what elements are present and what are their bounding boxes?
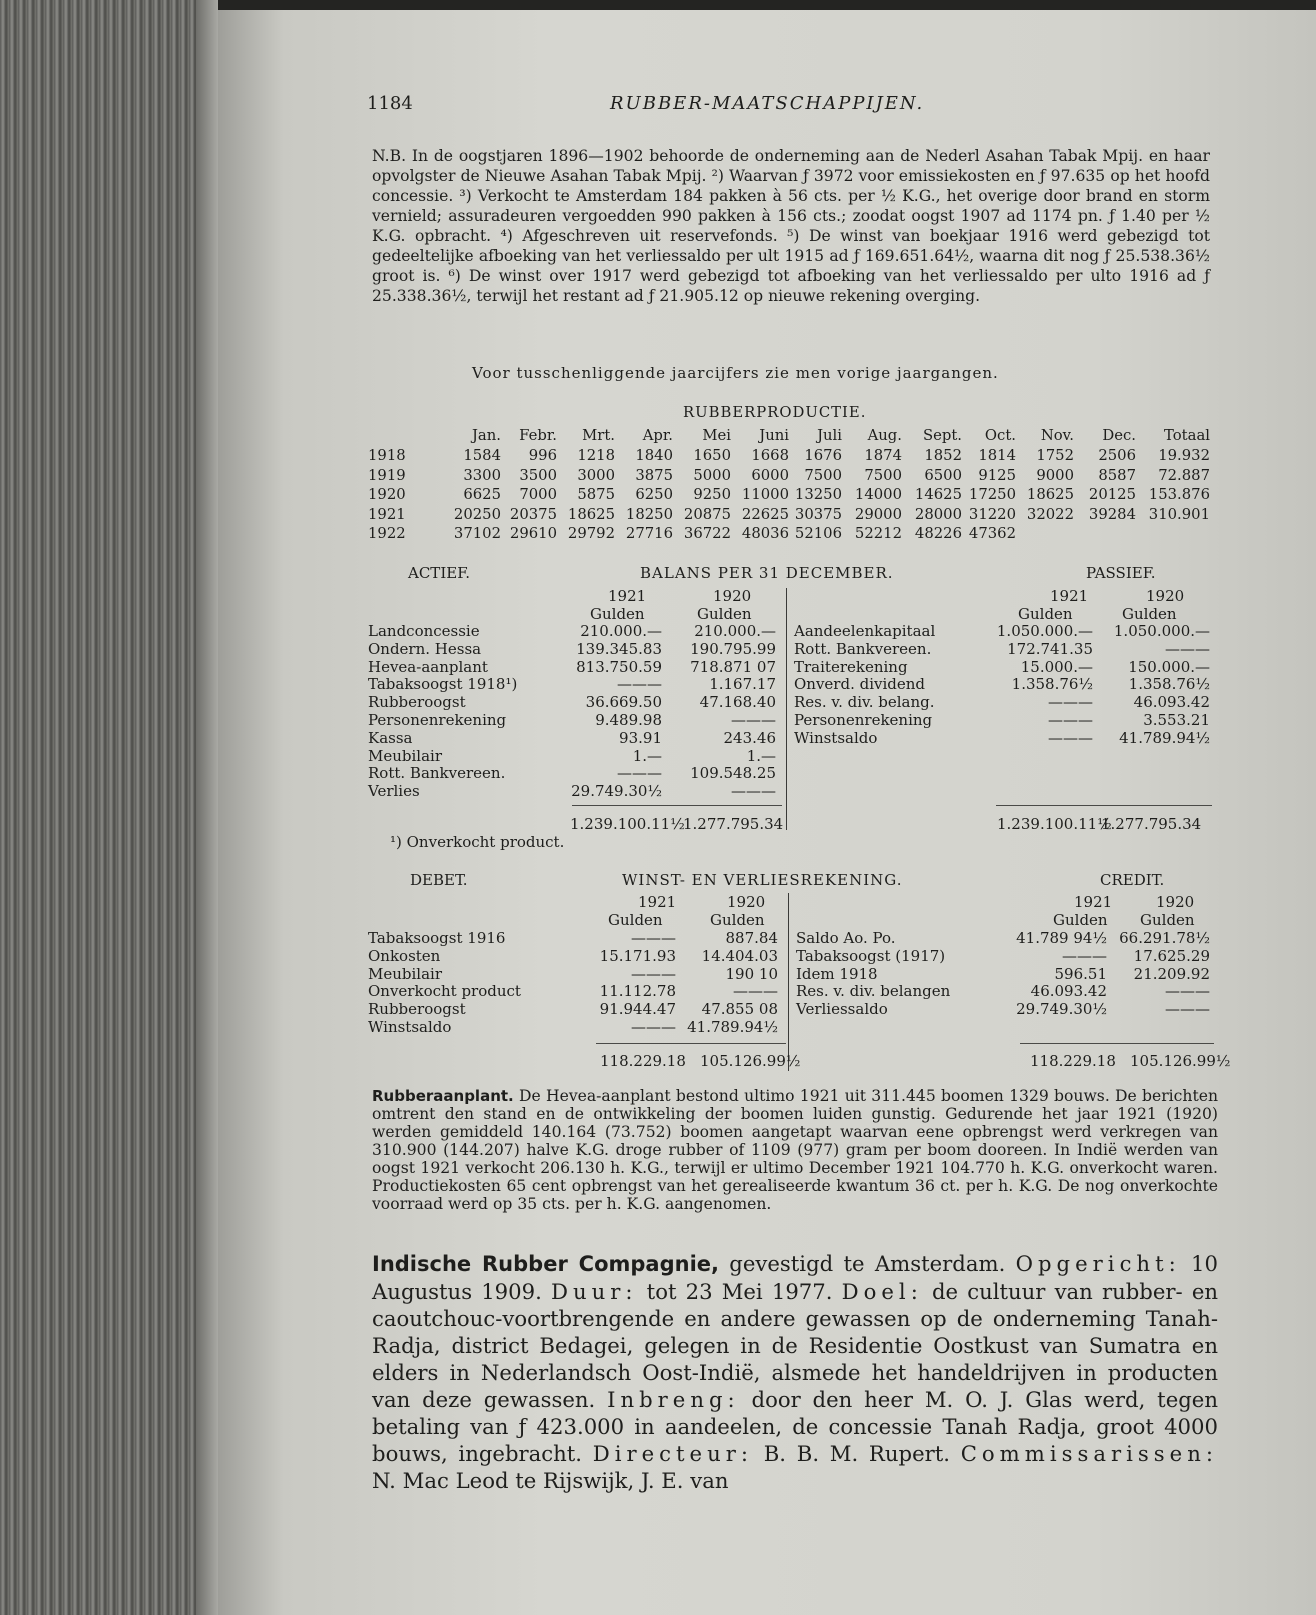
balance-total-right-a: 1.239.100.11½ bbox=[997, 815, 1112, 833]
balance-asset-value-1921: 210.000.— bbox=[580, 622, 662, 640]
production-cell: 7500 bbox=[864, 466, 902, 484]
production-cell: 3000 bbox=[577, 466, 615, 484]
production-cell: 29792 bbox=[567, 525, 615, 542]
pnl-credit-value-1920: 17.625.29 bbox=[1133, 946, 1210, 965]
production-header-cell: Juli bbox=[817, 427, 842, 444]
balance-right-unit-b: Gulden bbox=[1122, 605, 1177, 623]
duur-value: tot 23 Mei 1977. bbox=[637, 1279, 842, 1304]
production-cell: 1852 bbox=[924, 447, 962, 464]
production-cell: 7000 bbox=[519, 486, 557, 503]
production-cell: 37102 bbox=[453, 525, 501, 542]
pnl-credit-value-1921: 41.789 94½ bbox=[1016, 929, 1107, 947]
balance-right-unit-a: Gulden bbox=[1018, 605, 1073, 623]
production-cell: 310.901 bbox=[1148, 505, 1210, 523]
balance-asset-label: Tabaksoogst 1918¹) bbox=[368, 675, 518, 694]
balance-liability-value-1921: 172.741.35 bbox=[1007, 639, 1093, 658]
production-cell: 6250 bbox=[635, 486, 673, 503]
balance-actief-label: ACTIEF. bbox=[408, 564, 471, 582]
production-cell: 22625 bbox=[741, 505, 789, 523]
balance-asset-value-1920: 718.871 07 bbox=[690, 657, 776, 676]
production-cell: 3300 bbox=[463, 466, 501, 484]
balance-asset-value-1921: 139.345.83 bbox=[576, 639, 662, 658]
production-cell: 6000 bbox=[751, 466, 789, 484]
balance-title: BALANS PER 31 DECEMBER. bbox=[640, 564, 894, 582]
rubberaanplant-section bbox=[372, 1087, 1218, 1213]
pnl-credit-value-1920: 66.291.78½ bbox=[1119, 929, 1210, 947]
pnl-debit-label: Onverkocht product bbox=[368, 982, 521, 1001]
production-cell: 48036 bbox=[741, 525, 789, 542]
pnl-debit-label: Winstsaldo bbox=[368, 1018, 452, 1036]
production-header-cell: Febr. bbox=[519, 427, 557, 444]
pnl-debit-value-1920: 14.404.03 bbox=[701, 946, 778, 965]
balance-total-right-b: 1.277.795.34 bbox=[1101, 815, 1202, 833]
balance-asset-value-1921: 93.91 bbox=[619, 728, 662, 747]
pnl-credit-value-1920: ——— bbox=[1165, 982, 1210, 1001]
balance-asset-value-1921: ——— bbox=[617, 675, 662, 694]
running-title: RUBBER-MAATSCHAPPIJEN. bbox=[610, 93, 925, 114]
balance-liability-value-1920: 3.553.21 bbox=[1143, 711, 1210, 729]
pnl-debit-label: Rubberoogst bbox=[368, 1000, 466, 1019]
pnl-debit-value-1921: 15.171.93 bbox=[599, 946, 676, 965]
balance-liability-label: Aandeelenkapitaal bbox=[794, 622, 936, 640]
production-header-cell: Mei bbox=[702, 427, 731, 444]
production-header-cell: Totaal bbox=[1164, 427, 1210, 444]
balance-liability-value-1921: 1.050.000.— bbox=[996, 622, 1093, 640]
production-year: 1920 bbox=[368, 486, 406, 503]
pnl-left-unit-b: Gulden bbox=[710, 911, 765, 929]
book-gutter bbox=[196, 0, 218, 1615]
pnl-debit-value-1921: ——— bbox=[631, 929, 676, 947]
balance-liability-value-1920: 1.358.76½ bbox=[1128, 675, 1210, 694]
production-cell: 28000 bbox=[914, 505, 962, 523]
balance-liability-label: Rott. Bankvereen. bbox=[794, 639, 932, 658]
production-cell: 1840 bbox=[635, 447, 673, 464]
commissarissen-label: Commissarissen: bbox=[960, 1441, 1218, 1466]
rubberaanplant-heading: Rubberaanplant. bbox=[372, 1087, 514, 1105]
balance-liability-label: Winstsaldo bbox=[794, 728, 878, 747]
production-header-cell: Mrt. bbox=[582, 427, 615, 444]
balance-asset-value-1920: 243.46 bbox=[723, 728, 776, 747]
production-cell: 30375 bbox=[794, 505, 842, 523]
pnl-debit-value-1921: 91.944.47 bbox=[599, 1000, 676, 1019]
pnl-divider bbox=[788, 893, 789, 1071]
balance-liability-value-1920: 1.050.000.— bbox=[1113, 622, 1210, 640]
production-cell: 153.876 bbox=[1148, 486, 1210, 503]
balance-liability-label: Onverd. dividend bbox=[794, 675, 926, 694]
balance-asset-value-1920: ——— bbox=[731, 782, 776, 801]
pnl-debit-value-1920: 41.789.94½ bbox=[687, 1018, 778, 1036]
inbreng-label: Inbreng: bbox=[607, 1387, 740, 1412]
balance-asset-value-1921: 813.750.59 bbox=[576, 657, 662, 676]
pnl-debet-label: DEBET. bbox=[410, 871, 468, 889]
pnl-debit-label: Meubilair bbox=[368, 964, 443, 983]
production-cell: 1218 bbox=[577, 447, 615, 464]
opgericht-value: 10 Augustus 1909. bbox=[372, 1251, 1218, 1304]
production-cell: 3500 bbox=[519, 466, 557, 484]
production-cell: 9125 bbox=[978, 466, 1016, 484]
production-cell: 5000 bbox=[693, 466, 731, 484]
balance-asset-value-1920: 190.795.99 bbox=[690, 639, 776, 658]
production-title: RUBBERPRODUCTIE. bbox=[683, 404, 867, 421]
production-cell: 9250 bbox=[693, 486, 731, 503]
production-cell: 39284 bbox=[1088, 505, 1136, 523]
balance-liability-value-1921: 1.358.76½ bbox=[1011, 675, 1093, 694]
pnl-debit-value-1920: 190 10 bbox=[725, 964, 778, 983]
nb-text: N.B. In de oogstjaren 1896—1902 behoorde de onderneming aan de Nederl Asahan Tabak Mpij. en haar opvolgster de Nieuwe Asahan Tabak Mpij. ²) Waarvan ƒ 3972 voor emissiekosten en ƒ 97.635 op het hoofd concessie. ³) Verkocht te Amsterdam 184 pakken à 56 cts. per ½ K.G., het overige door brand en storm vernield; assuradeuren vergoedden 990 pakken à 156 cts.; zoodat oogst 1907 ad 1174 pn. ƒ 1.40 per ½ K.G. opbracht. ⁴) Afgeschreven uit reservefonds. ⁵) De winst van boekjaar 1916 werd gebezigd tot gedeeltelijke afboeking van het verliessaldo per ult 1915 ad ƒ 169.651.64½, waarna dit nog ƒ 25.538.36½ groot is. ⁶) De winst over 1917 werd gebezigd tot afboeking van het verliessaldo per ulto 1916 ad ƒ 25.338.36½, terwijl het restant ad ƒ 21.905.12 op nieuwe rekening overging. bbox=[372, 147, 1210, 305]
production-cell: 1650 bbox=[693, 447, 731, 464]
company-intro: gevestigd te Amsterdam. bbox=[719, 1251, 1016, 1276]
balance-asset-label: Personenrekening bbox=[368, 711, 507, 729]
balance-total-left-b: 1.277.795.34 bbox=[683, 815, 784, 833]
pnl-right-total-rule bbox=[1020, 1043, 1214, 1044]
production-cell: 72.887 bbox=[1158, 466, 1210, 484]
balance-asset-value-1920: 1.167.17 bbox=[709, 675, 776, 694]
balance-liability-value-1921: ——— bbox=[1048, 728, 1093, 747]
production-header-cell: Juni bbox=[759, 427, 789, 444]
production-cell: 36722 bbox=[683, 525, 731, 542]
production-cell: 1584 bbox=[463, 447, 501, 464]
pnl-right-year-b: 1920 bbox=[1156, 893, 1195, 911]
balance-total-left-a: 1.239.100.11½ bbox=[570, 815, 685, 833]
production-cell: 5875 bbox=[577, 486, 615, 503]
company-entry bbox=[372, 1250, 1218, 1494]
inbreng-value: door den heer M. O. J. Glas werd, tegen betaling van ƒ 423.000 in aandeelen, de concessie Tanah Radja, groot 4000 bouws, ingebracht. bbox=[372, 1387, 1218, 1466]
balance-right-total-rule bbox=[996, 805, 1212, 806]
balance-passief-label: PASSIEF. bbox=[1086, 564, 1156, 582]
balance-asset-label: Verlies bbox=[368, 782, 420, 801]
balance-asset-label: Ondern. Hessa bbox=[368, 639, 482, 658]
production-year: 1918 bbox=[368, 447, 406, 464]
production-cell: 20125 bbox=[1088, 486, 1136, 503]
pnl-credit-value-1921: 29.749.30½ bbox=[1016, 1000, 1107, 1019]
pnl-right-unit-b: Gulden bbox=[1140, 911, 1195, 929]
balance-liability-value-1920: ——— bbox=[1165, 639, 1210, 658]
production-cell: 19.932 bbox=[1158, 447, 1210, 464]
production-cell: 20875 bbox=[683, 505, 731, 523]
balance-liability-value-1921: ——— bbox=[1048, 693, 1093, 712]
balance-asset-label: Kassa bbox=[368, 728, 413, 747]
production-cell: 1668 bbox=[751, 447, 789, 464]
directeur-value: B. B. M. Rupert. bbox=[753, 1441, 961, 1466]
balance-left-unit-a: Gulden bbox=[590, 605, 645, 623]
pnl-debit-value-1920: ——— bbox=[733, 982, 778, 1001]
page-number: 1184 bbox=[367, 93, 413, 114]
production-cell: 6625 bbox=[463, 486, 501, 503]
pnl-credit-label: Saldo Ao. Po. bbox=[796, 929, 896, 947]
pnl-credit-value-1921: 596.51 bbox=[1054, 964, 1107, 983]
balance-footnote: ¹) Onverkocht product. bbox=[390, 833, 565, 851]
production-cell: 14000 bbox=[854, 486, 902, 503]
pnl-total-right-a: 118.229.18 bbox=[1030, 1052, 1116, 1070]
production-cell: 13250 bbox=[794, 486, 842, 503]
balance-asset-label: Meubilair bbox=[368, 746, 443, 765]
pnl-credit-label: Verliessaldo bbox=[796, 1000, 888, 1019]
balance-asset-value-1920: ——— bbox=[731, 711, 776, 729]
production-cell: 9000 bbox=[1036, 466, 1074, 484]
pnl-total-left-b: 105.126.99½ bbox=[700, 1052, 801, 1070]
balance-divider bbox=[786, 588, 787, 830]
pnl-debit-value-1920: 887.84 bbox=[725, 929, 778, 947]
balance-asset-value-1921: 29.749.30½ bbox=[571, 782, 662, 801]
directeur-label: Directeur: bbox=[592, 1441, 754, 1466]
production-cell: 32022 bbox=[1026, 505, 1074, 523]
production-cell: 996 bbox=[528, 447, 557, 464]
production-cell: 27716 bbox=[625, 525, 673, 542]
duur-label: Duur: bbox=[551, 1279, 638, 1304]
production-cell: 1874 bbox=[864, 447, 902, 464]
pnl-debit-label: Tabaksoogst 1916 bbox=[368, 929, 506, 947]
pnl-title: WINST- EN VERLIESREKENING. bbox=[622, 871, 903, 889]
pnl-credit-label: Idem 1918 bbox=[796, 964, 878, 983]
production-cell: 1676 bbox=[804, 447, 842, 464]
balance-asset-value-1921: 9.489.98 bbox=[595, 711, 662, 729]
note-prior-years: Voor tusschenliggende jaarcijfers zie men vorige jaargangen. bbox=[472, 364, 999, 382]
pnl-credit-value-1921: ——— bbox=[1062, 946, 1107, 965]
pnl-credit-value-1920: 21.209.92 bbox=[1133, 964, 1210, 983]
balance-liability-value-1920: 41.789.94½ bbox=[1119, 728, 1210, 747]
pnl-debit-value-1921: ——— bbox=[631, 1018, 676, 1036]
production-cell: 17250 bbox=[968, 486, 1016, 503]
balance-liability-value-1921: 15.000.— bbox=[1020, 657, 1093, 676]
pnl-total-right-b: 105.126.99½ bbox=[1130, 1052, 1231, 1070]
rubberaanplant-text: De Hevea-aanplant bestond ultimo 1921 uit 311.445 boomen 1329 bouws. De berichten omtrent den stand en de ontwikkeling der boomen luiden gunstig. Gedurende het jaar 1921 (1920) werden gemiddeld 140.164 (73.752) boomen aangetapt waarvan eene opbrengst werd verkregen van 310.900 (144.207) halve K.G. droge rubber of 1109 (977) gram per boom dooreen. In Indië werden van oogst 1921 verkocht 206.130 h. K.G., terwijl er ultimo December 1921 104.770 h. K.G. onverkocht waren. Productiekosten 65 cent opbrengst van het gerealiseerde kwantum 36 ct. per h. K.G. De nog onverkochte voorraad werd op 35 cts. per h. K.G. aangenomen. bbox=[372, 1087, 1218, 1213]
nb-footnotes bbox=[372, 146, 1210, 306]
book-spine bbox=[0, 0, 196, 1615]
production-header-cell: Jan. bbox=[472, 427, 501, 444]
production-header-cell: Sept. bbox=[922, 427, 962, 444]
production-cell: 48226 bbox=[914, 525, 962, 542]
balance-asset-value-1920: 109.548.25 bbox=[690, 764, 776, 783]
pnl-left-year-a: 1921 bbox=[638, 893, 677, 911]
production-cell: 20375 bbox=[509, 505, 557, 523]
doel-label: Doel: bbox=[841, 1279, 923, 1304]
pnl-credit-value-1921: 46.093.42 bbox=[1030, 982, 1107, 1001]
balance-asset-value-1920: 1.— bbox=[746, 746, 776, 765]
pnl-debit-value-1920: 47.855 08 bbox=[701, 1000, 778, 1019]
pnl-credit-label: CREDIT. bbox=[1100, 871, 1165, 889]
production-cell: 2506 bbox=[1098, 447, 1136, 464]
production-cell: 29610 bbox=[509, 525, 557, 542]
balance-asset-label: Hevea-aanplant bbox=[368, 657, 488, 676]
production-cell: 31220 bbox=[968, 505, 1016, 523]
doel-value: de cultuur van rubber- en caoutchouc-voortbrengende en andere gewassen op de onderneming Tanah-Radja, district Bedagei, gelegen in de Residentie Oostkust van Sumatra en elders in Nederlandsch Oost-Indië, alsmede het handeldrijven in producten van deze gewassen. bbox=[372, 1279, 1219, 1412]
pnl-credit-label: Res. v. div. belangen bbox=[796, 982, 951, 1001]
production-cell: 29000 bbox=[854, 505, 902, 523]
balance-right-year-b: 1920 bbox=[1146, 587, 1185, 605]
balance-asset-label: Rott. Bankvereen. bbox=[368, 764, 506, 783]
pnl-left-total-rule bbox=[596, 1043, 786, 1044]
production-year: 1919 bbox=[368, 466, 406, 484]
production-year: 1921 bbox=[368, 505, 406, 523]
production-year: 1922 bbox=[368, 525, 406, 542]
production-header-cell: Apr. bbox=[642, 427, 673, 444]
production-header-cell: Dec. bbox=[1102, 427, 1136, 444]
pnl-left-year-b: 1920 bbox=[727, 893, 766, 911]
company-name: Indische Rubber Compagnie, bbox=[372, 1252, 719, 1276]
production-cell: 47362 bbox=[968, 525, 1016, 542]
balance-asset-value-1921: 36.669.50 bbox=[585, 693, 662, 712]
production-header-cell: Aug. bbox=[867, 427, 902, 444]
balance-liability-value-1921: ——— bbox=[1048, 711, 1093, 729]
pnl-right-year-a: 1921 bbox=[1074, 893, 1113, 911]
pnl-credit-label: Tabaksoogst (1917) bbox=[796, 946, 946, 965]
balance-left-total-rule bbox=[572, 805, 782, 806]
production-cell: 18625 bbox=[1026, 486, 1074, 503]
balance-liability-label: Res. v. div. belang. bbox=[794, 693, 935, 712]
production-cell: 1814 bbox=[978, 447, 1016, 464]
production-cell: 1752 bbox=[1036, 447, 1074, 464]
balance-asset-value-1920: 47.168.40 bbox=[699, 693, 776, 712]
balance-left-year-b: 1920 bbox=[713, 587, 752, 605]
balance-asset-label: Rubberoogst bbox=[368, 693, 466, 712]
production-cell: 8587 bbox=[1098, 466, 1136, 484]
pnl-credit-value-1920: ——— bbox=[1165, 1000, 1210, 1019]
production-cell: 52212 bbox=[854, 525, 902, 542]
balance-liability-label: Traiterekening bbox=[794, 657, 908, 676]
pnl-debit-value-1921: 11.112.78 bbox=[599, 982, 676, 1001]
balance-asset-value-1921: 1.— bbox=[632, 746, 662, 765]
commissarissen-value: N. Mac Leod te Rijswijk, J. E. van bbox=[372, 1468, 729, 1493]
balance-right-year-a: 1921 bbox=[1050, 587, 1089, 605]
pnl-debit-value-1921: ——— bbox=[631, 964, 676, 983]
balance-left-unit-b: Gulden bbox=[697, 605, 752, 623]
pnl-left-unit-a: Gulden bbox=[608, 911, 663, 929]
opgericht-label: Opgericht: bbox=[1015, 1251, 1181, 1276]
balance-asset-label: Landconcessie bbox=[368, 622, 480, 640]
balance-liability-value-1920: 46.093.42 bbox=[1133, 693, 1210, 712]
pnl-right-unit-a: Gulden bbox=[1053, 911, 1108, 929]
production-header-cell: Oct. bbox=[984, 427, 1016, 444]
balance-left-year-a: 1921 bbox=[608, 587, 647, 605]
pnl-debit-label: Onkosten bbox=[368, 946, 441, 965]
pnl-total-left-a: 118.229.18 bbox=[600, 1052, 686, 1070]
balance-asset-value-1920: 210.000.— bbox=[694, 622, 776, 640]
production-cell: 6500 bbox=[924, 466, 962, 484]
production-cell: 18250 bbox=[625, 505, 673, 523]
production-cell: 14625 bbox=[914, 486, 962, 503]
production-cell: 11000 bbox=[741, 486, 789, 503]
production-cell: 18625 bbox=[567, 505, 615, 523]
production-header-cell: Nov. bbox=[1040, 427, 1074, 444]
balance-liability-label: Personenrekening bbox=[794, 711, 933, 729]
balance-liability-value-1920: 150.000.— bbox=[1128, 657, 1210, 676]
production-cell: 3875 bbox=[635, 466, 673, 484]
balance-asset-value-1921: ——— bbox=[617, 764, 662, 783]
production-cell: 52106 bbox=[794, 525, 842, 542]
production-cell: 20250 bbox=[453, 505, 501, 523]
production-cell: 7500 bbox=[804, 466, 842, 484]
